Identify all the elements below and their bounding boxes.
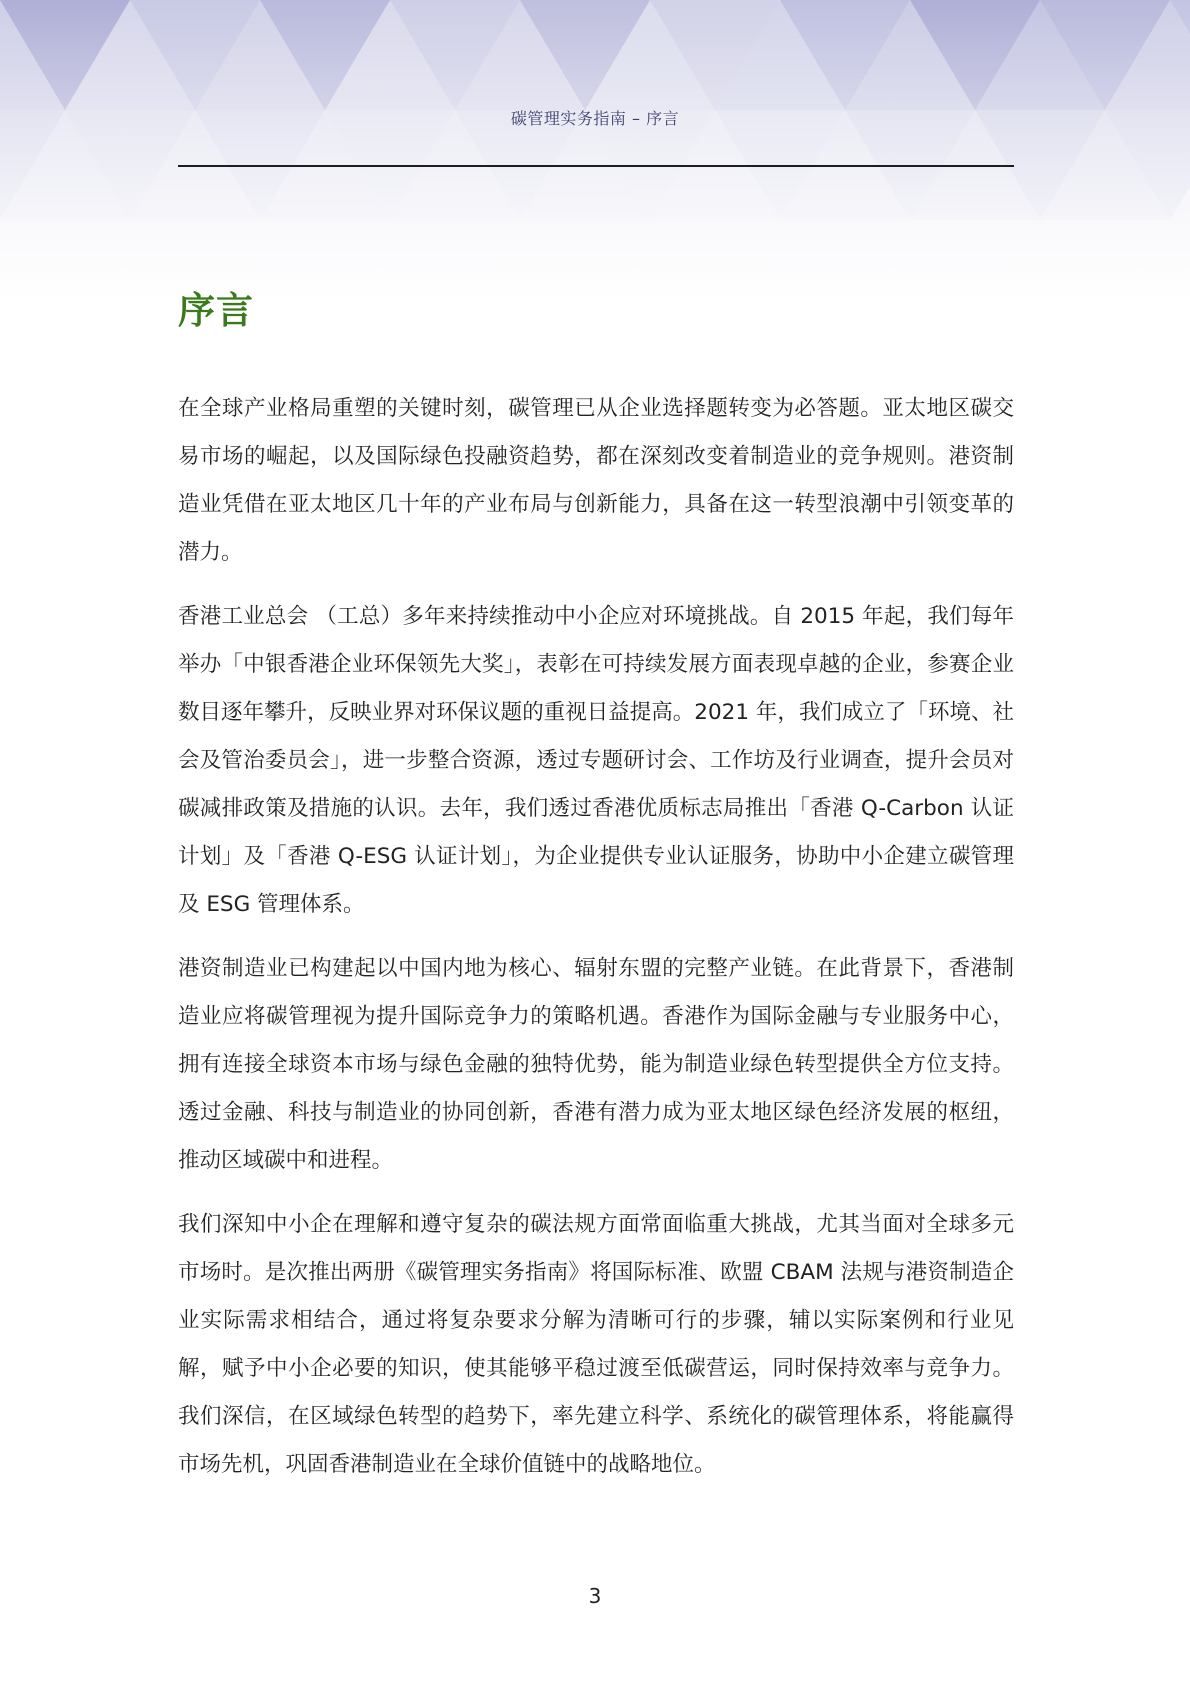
paragraph: 我们深知中小企在理解和遵守复杂的碳法规方面常面临重大挑战，尤其当面对全球多元市场时。是次推出两册《碳管理实务指南》将国际标准、欧盟 CBAM 法规与港资制造企业实际需求相结合，通过将复杂要求分解为清晰可行的步骤，辅以实际案例和行业见解，赋予中小企必要的知识，使其能够平稳过渡至低碳营运，同时保持效率与竞争力。我们深信，在区域绿色转型的趋势下，率先建立科学、系统化的碳管理体系，将能赢得市场先机，巩固香港制造业在全球价值链中的战略地位。 bbox=[178, 1212, 1014, 1477]
paragraph: 在全球产业格局重塑的关键时刻，碳管理已从企业选择题转变为必答题。亚太地区碳交易市场的崛起，以及国际绿色投融资趋势，都在深刻改变着制造业的竞争规则。港资制造业凭借在亚太地区几十年的产业布局与创新能力，具备在这一转型浪潮中引领变革的潜力。 bbox=[178, 396, 1014, 565]
page-title: 序言 bbox=[178, 289, 254, 332]
body-text bbox=[178, 385, 1014, 1505]
running-header: 碳管理实务指南 – 序言 bbox=[510, 109, 680, 128]
page-number: 3 bbox=[588, 1584, 602, 1608]
paragraph: 香港工业总会 （工总）多年来持续推动中小企应对环境挑战。自 2015 年起，我们每年举办「中银香港企业环保领先大奖」，表彰在可持续发展方面表现卓越的企业，参赛企业数目逐年攀升，反映业界对环保议题的重视日益提高。2021 年，我们成立了「环境、社会及管治委员会」，进一步整合资源，透过专题研讨会、工作坊及行业调查，提升会员对碳减排政策及措施的认识。去年，我们透过香港优质标志局推出「香港 Q-Carbon 认证计划」及「香港 Q-ESG 认证计划」，为企业提供专业认证服务，协助中小企建立碳管理及 ESG 管理体系。 bbox=[178, 604, 1014, 917]
paragraph: 港资制造业已构建起以中国内地为核心、辐射东盟的完整产业链。在此背景下，香港制造业应将碳管理视为提升国际竞争力的策略机遇。香港作为国际金融与专业服务中心，拥有连接全球资本市场与绿色金融的独特优势，能为制造业绿色转型提供全方位支持。透过金融、科技与制造业的协同创新，香港有潜力成为亚太地区绿色经济发展的枢纽，推动区域碳中和进程。 bbox=[178, 956, 1014, 1173]
header-triangle-pattern bbox=[0, 0, 1190, 300]
header-divider bbox=[178, 165, 1014, 167]
